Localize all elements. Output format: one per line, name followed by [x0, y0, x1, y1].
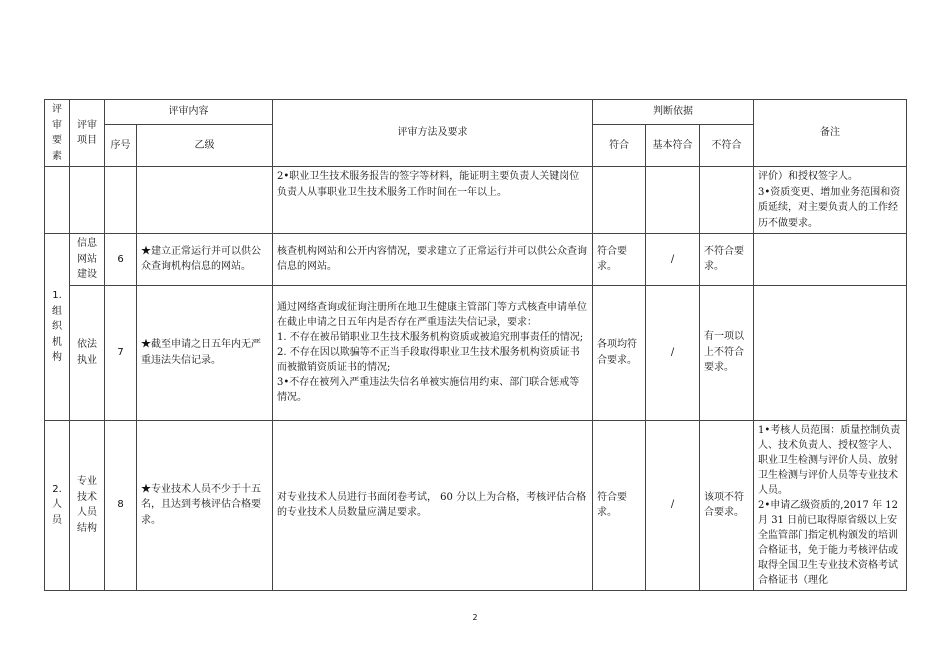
seq-6: 6	[105, 234, 137, 286]
remark-8	[754, 420, 907, 590]
header-content: 评审内容	[105, 100, 273, 125]
remark-6	[754, 234, 907, 286]
comply-8: 符合要求。	[593, 420, 646, 590]
method-line: 3•不存在被列入严重违法失信名单被实施信用约束、部门联合惩戒等情况。	[277, 377, 580, 403]
cont-comply-cell	[593, 167, 646, 234]
cont-remark-cell	[754, 167, 907, 234]
basic-8: /	[646, 420, 700, 590]
item-website: 信息 网站 建设	[70, 234, 105, 286]
basic-7: /	[646, 285, 700, 420]
method-8: 对专业技术人员进行书面闭卷考试， 60 分以上为合格，考核评估合格的专业技术人员数量应满足要求。	[273, 420, 593, 590]
header-method: 评审方法及要求	[273, 100, 593, 167]
header-basic: 基本符合	[646, 125, 700, 167]
review-table	[44, 99, 907, 591]
method-line: 1. 不存在被吊销职业卫生技术服务机构资质或被追究刑事责任的情况;	[277, 332, 584, 343]
remark-7	[754, 285, 907, 420]
cont-item-cell	[70, 167, 105, 234]
noncomply-8: 该项不符合要求。	[700, 420, 754, 590]
method-7	[273, 285, 593, 420]
cont-method-cell: 2•职业卫生技术服务报告的签字等材料，能证明主要负责人关键岗位负责人从事职业卫生技术服务工作时间在一年以上。	[273, 167, 593, 234]
remark-line: 1•考核人员范围：质量控制负责人、技术负责人、授权签字人、职业卫生检测与评价人员、放射卫生检测与评价人员等专业技术人员。	[758, 424, 901, 496]
method-6: 核查机构网站和公开内容情况，要求建立了正常运行并可以供公众查询信息的网站。	[273, 234, 593, 286]
header-level: 乙级	[137, 125, 273, 167]
cont-level-cell	[137, 167, 273, 234]
remark-line: 3•资质变更、增加业务范围和资质延续，对主要负责人的工作经历不做要求。	[758, 186, 901, 229]
noncomply-6: 不符合要求。	[700, 234, 754, 286]
basic-6: /	[646, 234, 700, 286]
header-comply: 符合	[593, 125, 646, 167]
remark-line: 2•申请乙级资质的,2017 年 12 月 31 日前已取得原省级以上安全监管部门指定机构颁发的培训合格证书，免于能力考核评估或取得全国卫生专业技术资格考试合格证书（理化	[758, 499, 899, 586]
header-remark: 备注	[754, 100, 907, 167]
page-number: 2	[472, 613, 478, 622]
comply-6: 符合要求。	[593, 234, 646, 286]
item-staff: 专业 技术 人员 结构	[70, 420, 105, 590]
cont-basic-cell	[646, 167, 700, 234]
element-personnel: 2. 人 员	[45, 420, 70, 590]
cont-noncomply-cell	[700, 167, 754, 234]
header-noncomply: 不符合	[700, 125, 754, 167]
seq-7: 7	[105, 285, 137, 420]
cont-seq-cell	[105, 167, 137, 234]
level-8: ★专业技术人员不少于十五名，且达到考核评估合格要求。	[137, 420, 273, 590]
seq-8: 8	[105, 420, 137, 590]
method-line: 2. 不存在因以欺骗等不正当手段取得职业卫生技术服务机构资质证书而被撤销资质证书的情况;	[277, 347, 580, 373]
header-item: 评审 项目	[70, 100, 105, 167]
comply-7: 各项均符合要求。	[593, 285, 646, 420]
remark-line: 评价）和授权签字人。	[758, 171, 859, 182]
header-seq: 序号	[105, 125, 137, 167]
level-7: ★截至申请之日五年内无严重违法失信记录。	[137, 285, 273, 420]
cont-element-cell	[45, 167, 70, 234]
item-lawful: 依法 执业	[70, 285, 105, 420]
method-line: 通过网络查询或征询注册所在地卫生健康主管部门等方式核查申请单位在截止申请之日五年内是否存在严重违法失信记录，要求：	[277, 302, 587, 328]
level-6: ★建立正常运行并可以供公众查询机构信息的网站。	[137, 234, 273, 286]
element-org: 1. 组 织 机 构	[45, 234, 70, 421]
header-element: 评 审 要 素	[45, 100, 70, 167]
noncomply-7: 有一项以上不符合要求。	[700, 285, 754, 420]
header-basis: 判断依据	[593, 100, 754, 125]
